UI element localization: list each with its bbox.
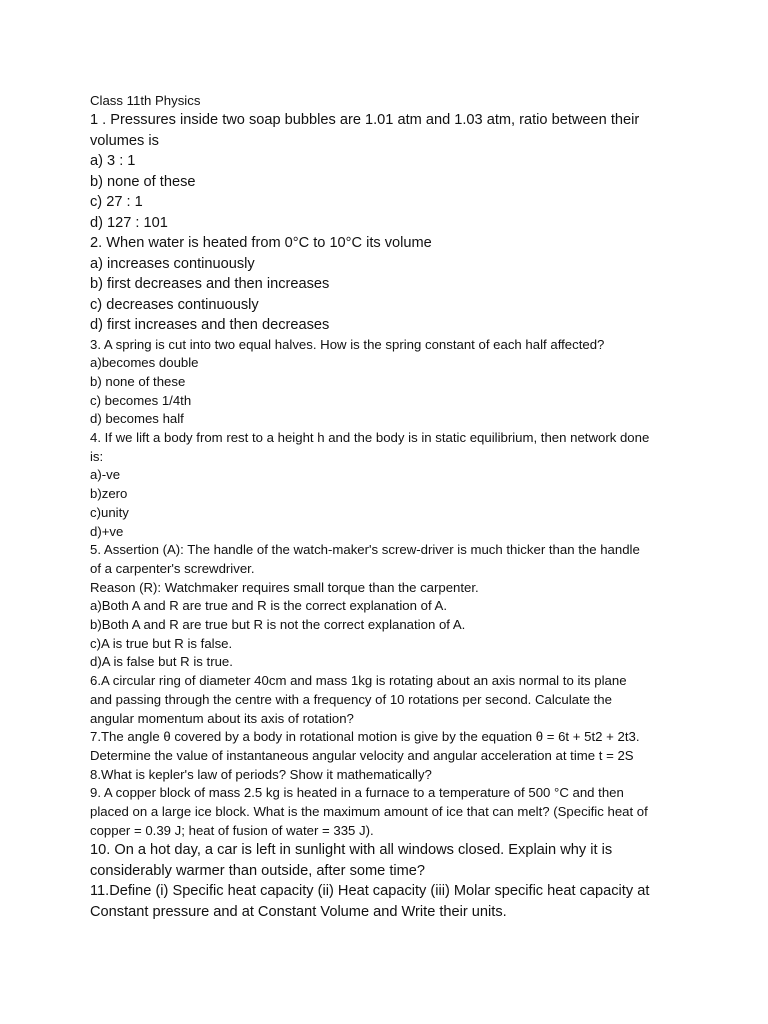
document-line: d) first increases and then decreases (90, 317, 330, 333)
document-line: angular momentum about its axis of rotation? (90, 710, 354, 726)
document-line: Constant pressure and at Constant Volume and Write their units. (90, 903, 507, 920)
document-line: d) 127 : 101 (90, 214, 168, 231)
document-line: is: (90, 448, 104, 464)
document-line: c)unity (90, 504, 129, 520)
document-line: c)A is true but R is false. (90, 635, 233, 651)
document-line: 11.Define (i) Specific heat capacity (ii) Heat capacity (iii) Molar specific heat capacity at (90, 883, 650, 900)
document-line: 10. On a hot day, a car is left in sunlight with all windows closed. Explain why it is (90, 842, 613, 859)
document-title: Class 11th Physics (90, 93, 201, 108)
document-line: b) none of these (90, 173, 196, 190)
document-line: 5. Assertion (A): The handle of the watch-maker's screw-driver is much thicker than the handle (90, 542, 640, 558)
document-line: a) increases continuously (90, 255, 255, 272)
document-line: a)becomes double (90, 355, 199, 371)
document-line: 2. When water is heated from 0°C to 10°C its volume (90, 235, 432, 251)
document-line: a)-ve (90, 467, 121, 483)
document-line: 4. If we lift a body from rest to a height h and the body is in static equilibrium, then network done (90, 430, 650, 446)
document-line: 7.The angle θ covered by a body in rotational motion is give by the equation θ = 6t + 5t2 + 2t3. (90, 729, 640, 745)
document-line: and passing through the centre with a frequency of 10 rotations per second. Calculate the (90, 691, 612, 707)
document-line: b)zero (90, 486, 128, 502)
document-line: 9. A copper block of mass 2.5 kg is heated in a furnace to a temperature of 500 °C and then (90, 785, 624, 801)
document-line: b) none of these (90, 373, 186, 389)
document-line: copper = 0.39 J; heat of fusion of water = 335 J). (90, 822, 374, 838)
document-line: 6.A circular ring of diameter 40cm and mass 1kg is rotating about an axis normal to its plane (90, 673, 627, 689)
document-line: b) first decreases and then increases (90, 276, 330, 292)
document-line: c) decreases continuously (90, 296, 259, 313)
document-line: a)Both A and R are true and R is the correct explanation of A. (90, 598, 448, 614)
document-line: volumes is (90, 132, 159, 149)
document-line: Reason (R): Watchmaker requires small torque than the carpenter. (90, 579, 479, 595)
document-line: 3. A spring is cut into two equal halves. How is the spring constant of each half affected? (90, 336, 605, 352)
document-line: a) 3 : 1 (90, 153, 136, 169)
document-line: Determine the value of instantaneous angular velocity and angular acceleration at time t = 2S (90, 747, 634, 763)
document-line: d)+ve (90, 523, 124, 539)
document-line: placed on a large ice block. What is the maximum amount of ice that can melt? (Specific heat of (90, 804, 648, 820)
document-line: c) 27 : 1 (90, 194, 143, 210)
document-line: 1 . Pressures inside two soap bubbles are 1.01 atm and 1.03 atm, ratio between their (90, 112, 640, 128)
document-page (90, 91, 690, 922)
document-body (90, 110, 690, 922)
document-line: considerably warmer than outside, after some time? (90, 862, 426, 879)
document-line: b)Both A and R are true but R is not the correct explanation of A. (90, 617, 466, 633)
document-line: 8.What is kepler's law of periods? Show it mathematically? (90, 766, 432, 782)
document-line: d)A is false but R is true. (90, 654, 233, 670)
document-line: c) becomes 1/4th (90, 392, 192, 408)
document-line: d) becomes half (90, 411, 184, 427)
document-line: of a carpenter's screwdriver. (90, 560, 255, 576)
